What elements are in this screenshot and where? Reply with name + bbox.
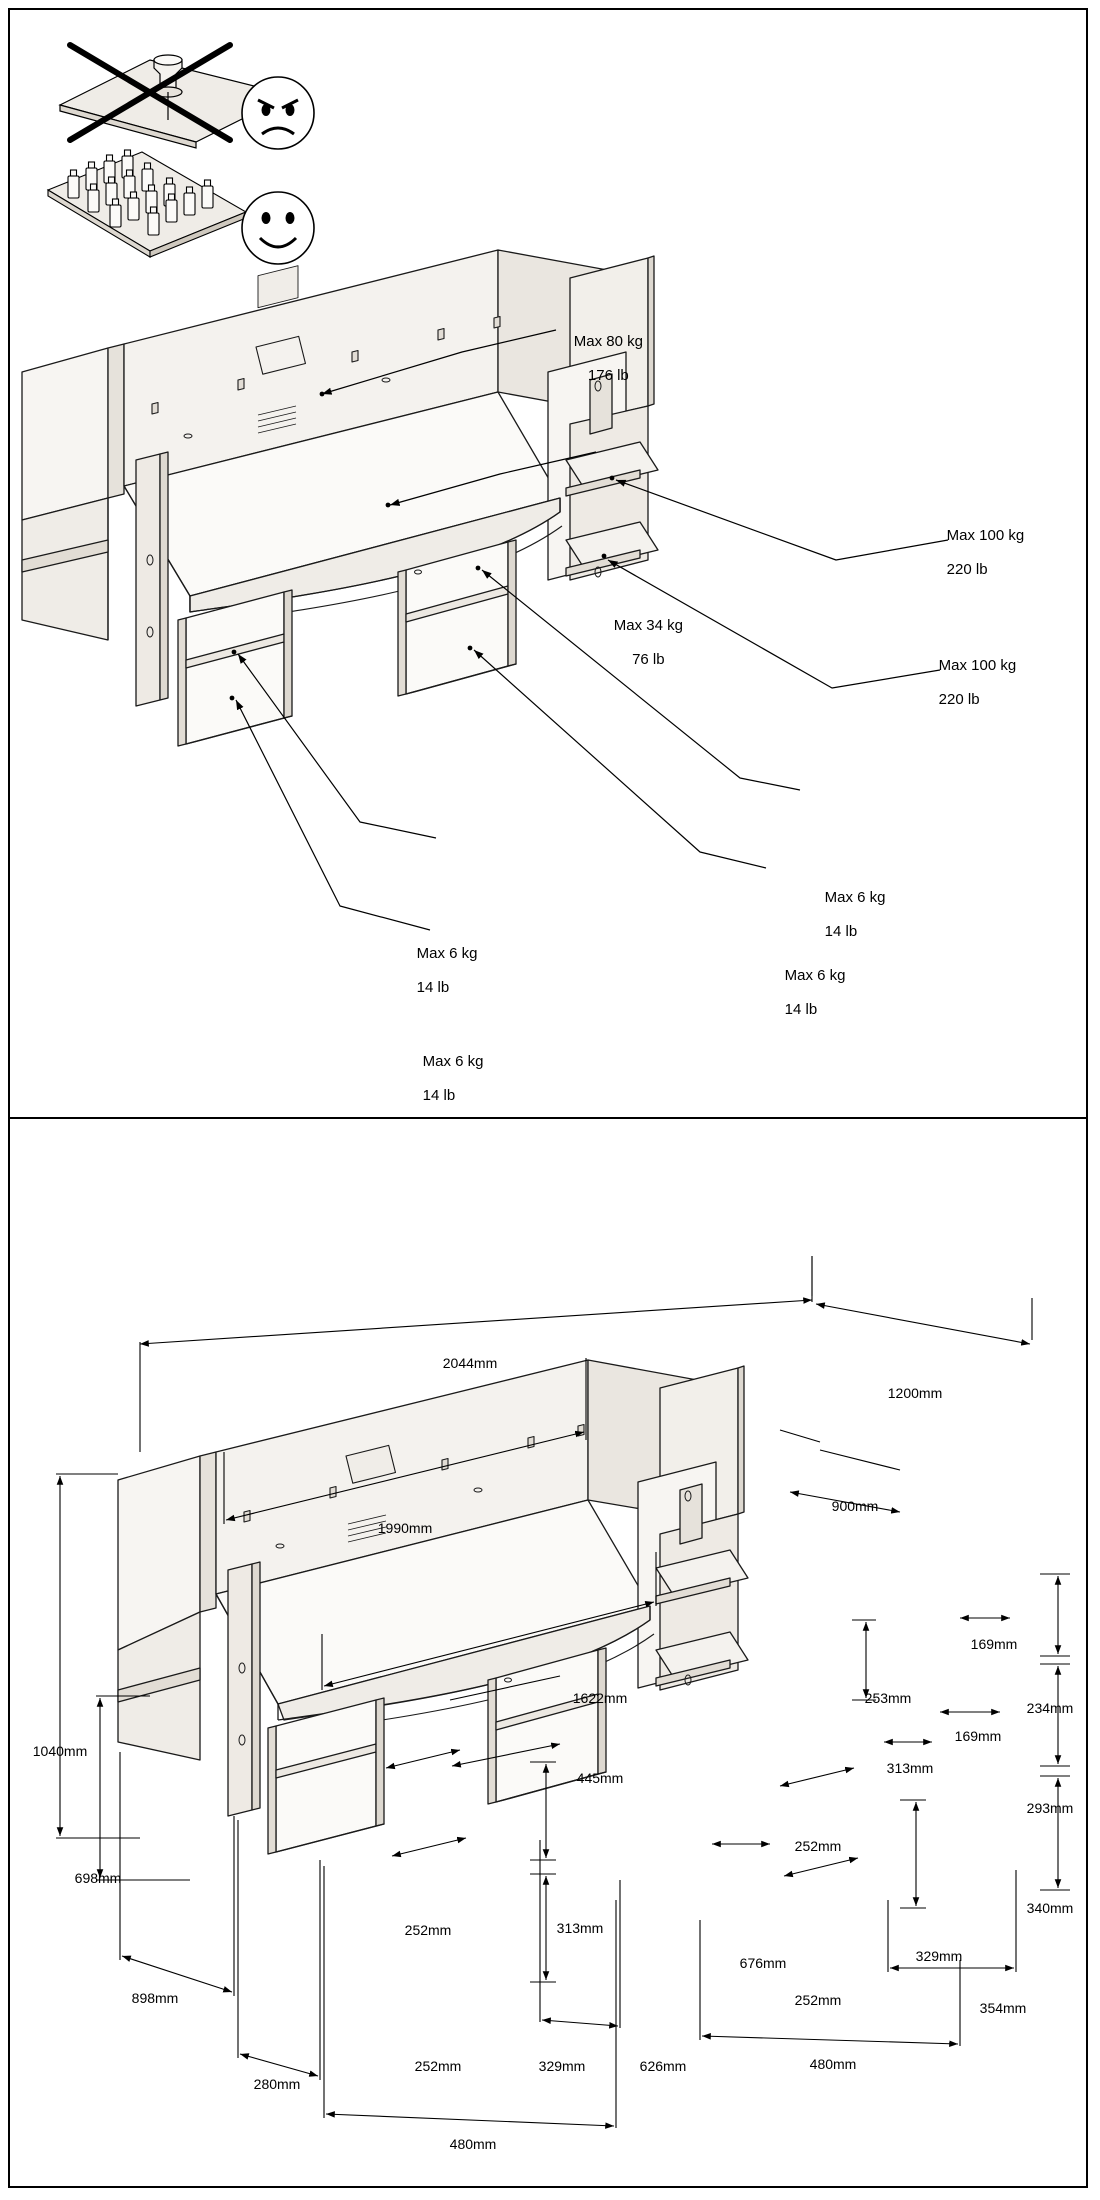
dim-label-center-shelf-height-lower: 252mm	[794, 1992, 842, 2008]
dim-label-right-height-2: 293mm	[1026, 1800, 1074, 1816]
load-value-lb: 220 lb	[946, 561, 988, 578]
dim-label-right-height-3: 340mm	[1026, 1900, 1074, 1916]
dim-label-center-cabinet-width: 480mm	[809, 2056, 857, 2072]
load-value-lb: 14 lb	[416, 979, 450, 996]
angry-face-icon	[242, 77, 314, 149]
load-label-desk-top	[560, 600, 720, 685]
dim-label-overall-length: 2044mm	[442, 1355, 498, 1371]
dim-label-base-depth: 898mm	[131, 1990, 179, 2006]
dim-label-right-shelf-small: 169mm	[970, 1636, 1018, 1652]
dim-label-right-shelf-small-2: 169mm	[954, 1728, 1002, 1744]
dim-label-total-height: 1040mm	[32, 1743, 88, 1759]
load-value-lb: 176 lb	[587, 367, 629, 384]
smiley-face-icon	[242, 192, 314, 264]
dim-label-center-shelf-height-upper: 252mm	[794, 1838, 842, 1854]
load-value-lb: 76 lb	[632, 651, 665, 668]
dim-label-center-shelf-width: 676mm	[739, 1955, 787, 1971]
dim-label-shelf-left-height: 313mm	[556, 1920, 604, 1936]
dim-label-foot-depth: 280mm	[253, 2076, 301, 2092]
load-value-lb: 14 lb	[824, 923, 858, 940]
dim-label-clear-height: 698mm	[74, 1870, 122, 1886]
load-label-shelf-left-lower	[406, 1036, 546, 1121]
loft-bed-isometric-top	[22, 250, 948, 930]
load-value-kg: Max 34 kg	[613, 617, 683, 634]
dim-label-right-height-1: 234mm	[1026, 1700, 1074, 1716]
pictogram-allowed	[48, 150, 246, 257]
dim-label-shelf-left-width-upper: 252mm	[404, 1922, 452, 1938]
load-label-lower-shelf-right	[922, 640, 1092, 725]
dim-label-shelf-left-width-lower: 252mm	[414, 2058, 462, 2074]
load-value-kg: Max 6 kg	[416, 945, 478, 962]
dim-label-desk-length: 1622mm	[572, 1690, 628, 1706]
load-label-shelf-right	[808, 872, 958, 957]
load-value-kg: Max 80 kg	[573, 333, 643, 350]
load-value-kg: Max 6 kg	[422, 1053, 484, 1070]
dim-label-bed-width: 900mm	[831, 1498, 879, 1514]
load-value-kg: Max 100 kg	[946, 527, 1025, 544]
load-label-upper-shelf-right	[930, 510, 1100, 595]
dim-label-left-cabinet-width: 480mm	[449, 2136, 497, 2152]
load-value-lb: 14 lb	[784, 1001, 818, 1018]
dim-label-right-shelf-depth: 313mm	[886, 1760, 934, 1776]
dim-label-right-shelf-height: 329mm	[915, 1948, 963, 1964]
load-value-kg: Max 100 kg	[938, 657, 1017, 674]
load-value-kg: Max 6 kg	[824, 889, 886, 906]
dim-label-overall-depth: 1200mm	[887, 1385, 943, 1401]
load-label-shelf-left-upper	[400, 928, 540, 1013]
dim-label-right-column-depth: 354mm	[979, 2000, 1027, 2016]
load-label-shelf-center	[768, 950, 918, 1035]
load-value-lb: 14 lb	[422, 1087, 456, 1104]
dim-label-right-top-height: 253mm	[864, 1690, 912, 1706]
dim-label-shelf-left-height-lower: 329mm	[538, 2058, 586, 2074]
load-value-kg: Max 6 kg	[784, 967, 846, 984]
dim-label-center-gap: 626mm	[639, 2058, 687, 2074]
load-label-bed-base	[520, 316, 680, 401]
load-value-lb: 220 lb	[938, 691, 980, 708]
dim-label-desk-depth: 445mm	[576, 1770, 624, 1786]
dim-label-inner-length: 1990mm	[377, 1520, 433, 1536]
